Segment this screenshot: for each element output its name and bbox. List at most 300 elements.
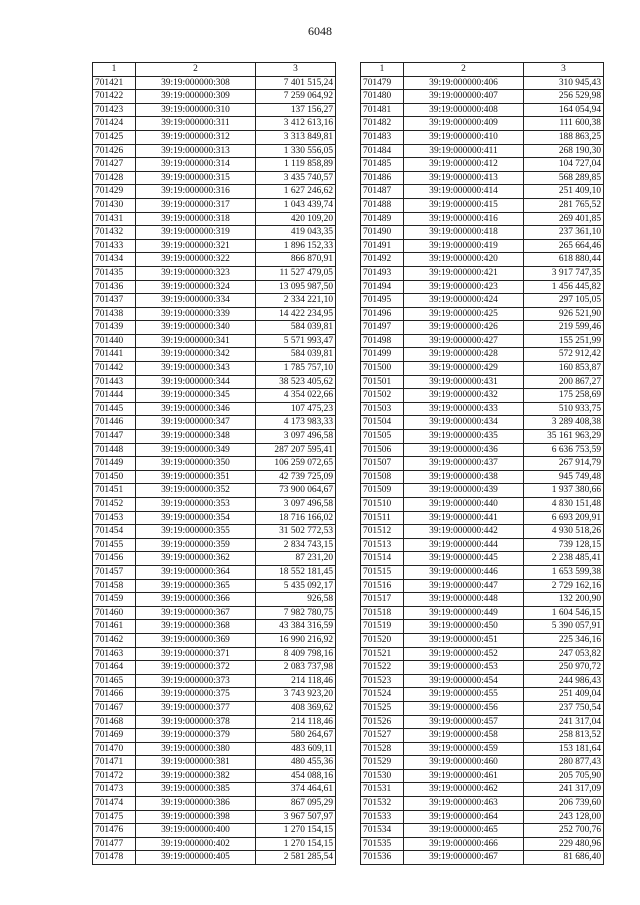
cadastral-number-cell: 39:19:000000:420: [404, 253, 524, 267]
cadastral-number-cell: 39:19:000000:378: [136, 715, 256, 729]
cadastral-number-cell: 39:19:000000:359: [136, 538, 256, 552]
column-header-3: 3: [524, 63, 604, 77]
table-row: [93, 661, 336, 675]
row-number-cell: 701451: [93, 484, 136, 498]
value-cell: 3 435 740,57: [256, 171, 336, 185]
value-cell: 310 945,43: [524, 76, 604, 90]
row-number-cell: 701427: [93, 158, 136, 172]
table-row: [361, 688, 604, 702]
row-number-cell: 701503: [361, 402, 404, 416]
value-cell: 188 863,25: [524, 130, 604, 144]
page-number: 6048: [308, 24, 332, 38]
table-row: [361, 674, 604, 688]
cadastral-number-cell: 39:19:000000:322: [136, 253, 256, 267]
value-cell: 2 729 162,16: [524, 579, 604, 593]
row-number-cell: 701507: [361, 457, 404, 471]
row-number-cell: 701466: [93, 688, 136, 702]
row-number-cell: 701479: [361, 76, 404, 90]
row-number-cell: 701470: [93, 742, 136, 756]
row-number-cell: 701498: [361, 334, 404, 348]
table-row: [361, 783, 604, 797]
value-cell: 111 600,38: [524, 117, 604, 131]
value-cell: 13 095 987,50: [256, 280, 336, 294]
table-row: [93, 538, 336, 552]
value-cell: 106 259 072,65: [256, 457, 336, 471]
table-row: [93, 470, 336, 484]
row-number-cell: 701475: [93, 810, 136, 824]
row-number-cell: 701487: [361, 185, 404, 199]
value-cell: 945 749,48: [524, 470, 604, 484]
value-cell: 267 914,79: [524, 457, 604, 471]
table-row: [361, 443, 604, 457]
table-row: [93, 565, 336, 579]
cadastral-number-cell: 39:19:000000:436: [404, 443, 524, 457]
table-row: [93, 484, 336, 498]
cadastral-number-cell: 39:19:000000:466: [404, 837, 524, 851]
value-cell: 5 390 057,91: [524, 620, 604, 634]
table-row: [361, 824, 604, 838]
row-number-cell: 701465: [93, 674, 136, 688]
table-row: [93, 103, 336, 117]
value-cell: 244 986,43: [524, 674, 604, 688]
row-number-cell: 701446: [93, 416, 136, 430]
cadastral-number-cell: 39:19:000000:386: [136, 797, 256, 811]
table-row: [361, 552, 604, 566]
value-cell: 3 743 923,20: [256, 688, 336, 702]
row-number-cell: 701468: [93, 715, 136, 729]
value-cell: 866 870,91: [256, 253, 336, 267]
cadastral-number-cell: 39:19:000000:311: [136, 117, 256, 131]
table-row: [361, 185, 604, 199]
cadastral-number-cell: 39:19:000000:454: [404, 674, 524, 688]
value-cell: 251 409,04: [524, 688, 604, 702]
table-row: [93, 837, 336, 851]
row-number-cell: 701504: [361, 416, 404, 430]
cadastral-number-cell: 39:19:000000:405: [136, 851, 256, 865]
table-row: [93, 294, 336, 308]
row-number-cell: 701530: [361, 769, 404, 783]
cadastral-number-cell: 39:19:000000:451: [404, 633, 524, 647]
row-number-cell: 701447: [93, 430, 136, 444]
value-cell: 237 750,54: [524, 701, 604, 715]
table-row: [361, 565, 604, 579]
cadastral-number-cell: 39:19:000000:413: [404, 171, 524, 185]
table-row: [361, 769, 604, 783]
table-row: [361, 457, 604, 471]
column-header-3: 3: [256, 63, 336, 77]
table-row: [93, 348, 336, 362]
value-cell: 739 128,15: [524, 538, 604, 552]
value-cell: 5 571 993,47: [256, 334, 336, 348]
table-row: [361, 362, 604, 376]
table-row: [361, 130, 604, 144]
row-number-cell: 701511: [361, 511, 404, 525]
row-number-cell: 701452: [93, 498, 136, 512]
value-cell: 280 877,43: [524, 756, 604, 770]
table-row: [93, 606, 336, 620]
row-number-cell: 701491: [361, 239, 404, 253]
value-cell: 408 369,62: [256, 701, 336, 715]
cadastral-number-cell: 39:19:000000:442: [404, 525, 524, 539]
cadastral-number-cell: 39:19:000000:410: [404, 130, 524, 144]
value-cell: 160 853,87: [524, 362, 604, 376]
row-number-cell: 701527: [361, 729, 404, 743]
cadastral-number-cell: 39:19:000000:318: [136, 212, 256, 226]
value-cell: 420 109,20: [256, 212, 336, 226]
value-cell: 2 581 285,54: [256, 851, 336, 865]
cadastral-number-cell: 39:19:000000:408: [404, 103, 524, 117]
row-number-cell: 701517: [361, 593, 404, 607]
column-header-2: 2: [136, 63, 256, 77]
table-row: [93, 130, 336, 144]
cadastral-number-cell: 39:19:000000:352: [136, 484, 256, 498]
row-number-cell: 701423: [93, 103, 136, 117]
cadastral-number-cell: 39:19:000000:462: [404, 783, 524, 797]
row-number-cell: 701536: [361, 851, 404, 865]
value-cell: 18 552 181,45: [256, 565, 336, 579]
value-cell: 200 867,27: [524, 375, 604, 389]
row-number-cell: 701484: [361, 144, 404, 158]
cadastral-number-cell: 39:19:000000:414: [404, 185, 524, 199]
row-number-cell: 701455: [93, 538, 136, 552]
cadastral-number-cell: 39:19:000000:407: [404, 90, 524, 104]
value-cell: 1 937 380,66: [524, 484, 604, 498]
cadastral-number-cell: 39:19:000000:365: [136, 579, 256, 593]
row-number-cell: 701454: [93, 525, 136, 539]
table-row: [361, 701, 604, 715]
row-number-cell: 701432: [93, 226, 136, 240]
row-number-cell: 701443: [93, 375, 136, 389]
table-row: [361, 715, 604, 729]
table-row: [93, 334, 336, 348]
table-row: [93, 525, 336, 539]
row-number-cell: 701525: [361, 701, 404, 715]
row-number-cell: 701463: [93, 647, 136, 661]
cadastral-number-cell: 39:19:000000:459: [404, 742, 524, 756]
table-row: [361, 402, 604, 416]
cadastral-number-cell: 39:19:000000:312: [136, 130, 256, 144]
row-number-cell: 701450: [93, 470, 136, 484]
row-number-cell: 701469: [93, 729, 136, 743]
cadastral-number-cell: 39:19:000000:409: [404, 117, 524, 131]
value-cell: 243 128,00: [524, 810, 604, 824]
value-cell: 153 181,64: [524, 742, 604, 756]
cadastral-number-cell: 39:19:000000:432: [404, 389, 524, 403]
value-cell: 1 330 556,05: [256, 144, 336, 158]
table-row: [93, 321, 336, 335]
value-cell: 137 156,27: [256, 103, 336, 117]
row-number-cell: 701521: [361, 647, 404, 661]
value-cell: 175 258,69: [524, 389, 604, 403]
table-row: [361, 307, 604, 321]
row-number-cell: 701473: [93, 783, 136, 797]
row-number-cell: 701519: [361, 620, 404, 634]
cadastral-number-cell: 39:19:000000:421: [404, 266, 524, 280]
table-row: [361, 348, 604, 362]
table-row: [361, 742, 604, 756]
cadastral-number-cell: 39:19:000000:453: [404, 661, 524, 675]
row-number-cell: 701497: [361, 321, 404, 335]
row-number-cell: 701439: [93, 321, 136, 335]
cadastral-number-cell: 39:19:000000:334: [136, 294, 256, 308]
cadastral-number-cell: 39:19:000000:308: [136, 76, 256, 90]
cadastral-number-cell: 39:19:000000:423: [404, 280, 524, 294]
value-cell: 510 933,75: [524, 402, 604, 416]
table-row: [361, 226, 604, 240]
table-row: [93, 810, 336, 824]
row-number-cell: 701441: [93, 348, 136, 362]
cadastral-number-cell: 39:19:000000:346: [136, 402, 256, 416]
row-number-cell: 701516: [361, 579, 404, 593]
value-cell: 480 455,36: [256, 756, 336, 770]
cadastral-number-cell: 39:19:000000:344: [136, 375, 256, 389]
row-number-cell: 701478: [93, 851, 136, 865]
table-row: [361, 484, 604, 498]
cadastral-number-cell: 39:19:000000:418: [404, 226, 524, 240]
row-number-cell: 701502: [361, 389, 404, 403]
value-cell: 1 270 154,15: [256, 837, 336, 851]
cadastral-number-cell: 39:19:000000:379: [136, 729, 256, 743]
table-row: [93, 851, 336, 865]
cadastral-number-cell: 39:19:000000:446: [404, 565, 524, 579]
value-cell: 214 118,46: [256, 674, 336, 688]
cadastral-number-cell: 39:19:000000:319: [136, 226, 256, 240]
value-cell: 214 118,46: [256, 715, 336, 729]
table-row: [361, 661, 604, 675]
cadastral-number-cell: 39:19:000000:465: [404, 824, 524, 838]
table-row: [93, 633, 336, 647]
value-cell: 269 401,85: [524, 212, 604, 226]
table-row: [93, 824, 336, 838]
cadastral-number-cell: 39:19:000000:317: [136, 198, 256, 212]
row-number-cell: 701488: [361, 198, 404, 212]
table-row: [361, 498, 604, 512]
value-cell: 241 317,04: [524, 715, 604, 729]
cadastral-number-cell: 39:19:000000:350: [136, 457, 256, 471]
table-row: [93, 402, 336, 416]
row-number-cell: 701460: [93, 606, 136, 620]
cadastral-number-cell: 39:19:000000:381: [136, 756, 256, 770]
cadastral-number-cell: 39:19:000000:439: [404, 484, 524, 498]
cadastral-number-cell: 39:19:000000:433: [404, 402, 524, 416]
row-number-cell: 701534: [361, 824, 404, 838]
table-row: [93, 742, 336, 756]
table-row: [361, 334, 604, 348]
row-number-cell: 701528: [361, 742, 404, 756]
table-row: [361, 266, 604, 280]
cadastral-number-cell: 39:19:000000:362: [136, 552, 256, 566]
table-row: [93, 701, 336, 715]
cadastral-number-cell: 39:19:000000:380: [136, 742, 256, 756]
cadastral-number-cell: 39:19:000000:385: [136, 783, 256, 797]
cadastral-number-cell: 39:19:000000:377: [136, 701, 256, 715]
column-header-1: 1: [93, 63, 136, 77]
value-cell: 7 259 064,92: [256, 90, 336, 104]
value-cell: 42 739 725,09: [256, 470, 336, 484]
cadastral-number-cell: 39:19:000000:323: [136, 266, 256, 280]
cadastral-number-cell: 39:19:000000:406: [404, 76, 524, 90]
value-cell: 1 653 599,38: [524, 565, 604, 579]
value-cell: 73 900 064,67: [256, 484, 336, 498]
table-row: [93, 647, 336, 661]
table-row: [93, 593, 336, 607]
cadastral-number-cell: 39:19:000000:343: [136, 362, 256, 376]
row-number-cell: 701476: [93, 824, 136, 838]
cadastral-number-cell: 39:19:000000:371: [136, 647, 256, 661]
value-cell: 926,58: [256, 593, 336, 607]
value-cell: 1 456 445,82: [524, 280, 604, 294]
table-row: [93, 443, 336, 457]
cadastral-number-cell: 39:19:000000:340: [136, 321, 256, 335]
cadastral-number-cell: 39:19:000000:426: [404, 321, 524, 335]
cadastral-number-cell: 39:19:000000:431: [404, 375, 524, 389]
cadastral-number-cell: 39:19:000000:448: [404, 593, 524, 607]
table-row: [93, 674, 336, 688]
row-number-cell: 701456: [93, 552, 136, 566]
cadastral-number-cell: 39:19:000000:457: [404, 715, 524, 729]
table-row: [361, 756, 604, 770]
cadastral-number-cell: 39:19:000000:452: [404, 647, 524, 661]
table-row: [93, 362, 336, 376]
value-cell: 4 354 022,66: [256, 389, 336, 403]
row-number-cell: 701494: [361, 280, 404, 294]
cadastral-number-cell: 39:19:000000:353: [136, 498, 256, 512]
cadastral-number-cell: 39:19:000000:351: [136, 470, 256, 484]
value-cell: 268 190,30: [524, 144, 604, 158]
value-cell: 247 053,82: [524, 647, 604, 661]
row-number-cell: 701440: [93, 334, 136, 348]
row-number-cell: 701425: [93, 130, 136, 144]
row-number-cell: 701522: [361, 661, 404, 675]
cadastral-number-cell: 39:19:000000:412: [404, 158, 524, 172]
value-cell: 281 765,52: [524, 198, 604, 212]
value-cell: 3 097 496,58: [256, 430, 336, 444]
value-cell: 1 119 858,89: [256, 158, 336, 172]
row-number-cell: 701459: [93, 593, 136, 607]
row-number-cell: 701472: [93, 769, 136, 783]
cadastral-number-cell: 39:19:000000:364: [136, 565, 256, 579]
cadastral-number-cell: 39:19:000000:438: [404, 470, 524, 484]
row-number-cell: 701486: [361, 171, 404, 185]
row-number-cell: 701518: [361, 606, 404, 620]
value-cell: 618 880,44: [524, 253, 604, 267]
table-row: [361, 212, 604, 226]
row-number-cell: 701481: [361, 103, 404, 117]
table-row: [93, 498, 336, 512]
table-row: [361, 430, 604, 444]
row-number-cell: 701424: [93, 117, 136, 131]
cadastral-number-cell: 39:19:000000:424: [404, 294, 524, 308]
row-number-cell: 701514: [361, 552, 404, 566]
table-row: [361, 280, 604, 294]
cadastral-number-cell: 39:19:000000:339: [136, 307, 256, 321]
cadastral-number-cell: 39:19:000000:354: [136, 511, 256, 525]
value-cell: 297 105,05: [524, 294, 604, 308]
cadastral-number-cell: 39:19:000000:416: [404, 212, 524, 226]
table-row: [93, 389, 336, 403]
row-number-cell: 701482: [361, 117, 404, 131]
value-cell: 1 785 757,10: [256, 362, 336, 376]
row-number-cell: 701480: [361, 90, 404, 104]
table-row: [93, 90, 336, 104]
value-cell: 419 043,35: [256, 226, 336, 240]
table-row: [361, 729, 604, 743]
row-number-cell: 701535: [361, 837, 404, 851]
value-cell: 5 435 092,17: [256, 579, 336, 593]
row-number-cell: 701513: [361, 538, 404, 552]
value-cell: 1 604 546,15: [524, 606, 604, 620]
table-row: [361, 90, 604, 104]
cadastral-number-cell: 39:19:000000:314: [136, 158, 256, 172]
row-number-cell: 701515: [361, 565, 404, 579]
value-cell: 258 813,52: [524, 729, 604, 743]
value-cell: 580 264,67: [256, 729, 336, 743]
row-number-cell: 701464: [93, 661, 136, 675]
value-cell: 3 313 849,81: [256, 130, 336, 144]
row-number-cell: 701442: [93, 362, 136, 376]
row-number-cell: 701422: [93, 90, 136, 104]
cadastral-number-cell: 39:19:000000:461: [404, 769, 524, 783]
value-cell: 132 200,90: [524, 593, 604, 607]
row-number-cell: 701448: [93, 443, 136, 457]
row-number-cell: 701499: [361, 348, 404, 362]
value-cell: 38 523 405,62: [256, 375, 336, 389]
value-cell: 3 097 496,58: [256, 498, 336, 512]
table-row: [93, 185, 336, 199]
value-cell: 31 502 772,53: [256, 525, 336, 539]
row-number-cell: 701523: [361, 674, 404, 688]
table-row: [361, 797, 604, 811]
value-cell: 164 054,94: [524, 103, 604, 117]
row-number-cell: 701483: [361, 130, 404, 144]
cadastral-number-cell: 39:19:000000:419: [404, 239, 524, 253]
value-cell: 18 716 166,02: [256, 511, 336, 525]
value-cell: 3 289 408,38: [524, 416, 604, 430]
value-cell: 107 475,23: [256, 402, 336, 416]
row-number-cell: 701526: [361, 715, 404, 729]
table-row: [361, 606, 604, 620]
cadastral-number-cell: 39:19:000000:435: [404, 430, 524, 444]
row-number-cell: 701501: [361, 375, 404, 389]
cadastral-number-cell: 39:19:000000:429: [404, 362, 524, 376]
row-number-cell: 701529: [361, 756, 404, 770]
table-row: [361, 144, 604, 158]
cadastral-number-cell: 39:19:000000:373: [136, 674, 256, 688]
value-cell: 241 317,09: [524, 783, 604, 797]
row-number-cell: 701485: [361, 158, 404, 172]
row-number-cell: 701467: [93, 701, 136, 715]
cadastral-number-cell: 39:19:000000:313: [136, 144, 256, 158]
value-cell: 251 409,10: [524, 185, 604, 199]
row-number-cell: 701496: [361, 307, 404, 321]
table-row: [93, 171, 336, 185]
cadastral-number-cell: 39:19:000000:315: [136, 171, 256, 185]
cadastral-number-cell: 39:19:000000:428: [404, 348, 524, 362]
value-cell: 11 527 479,05: [256, 266, 336, 280]
cadastral-number-cell: 39:19:000000:366: [136, 593, 256, 607]
value-cell: 926 521,90: [524, 307, 604, 321]
cadastral-number-cell: 39:19:000000:427: [404, 334, 524, 348]
value-cell: 3 967 507,97: [256, 810, 336, 824]
table-row: [93, 266, 336, 280]
table-row: [361, 538, 604, 552]
value-cell: 483 609,11: [256, 742, 336, 756]
row-number-cell: 701471: [93, 756, 136, 770]
table-row: [93, 416, 336, 430]
value-cell: 374 464,61: [256, 783, 336, 797]
value-cell: 8 409 798,16: [256, 647, 336, 661]
data-table-right: [360, 62, 604, 865]
